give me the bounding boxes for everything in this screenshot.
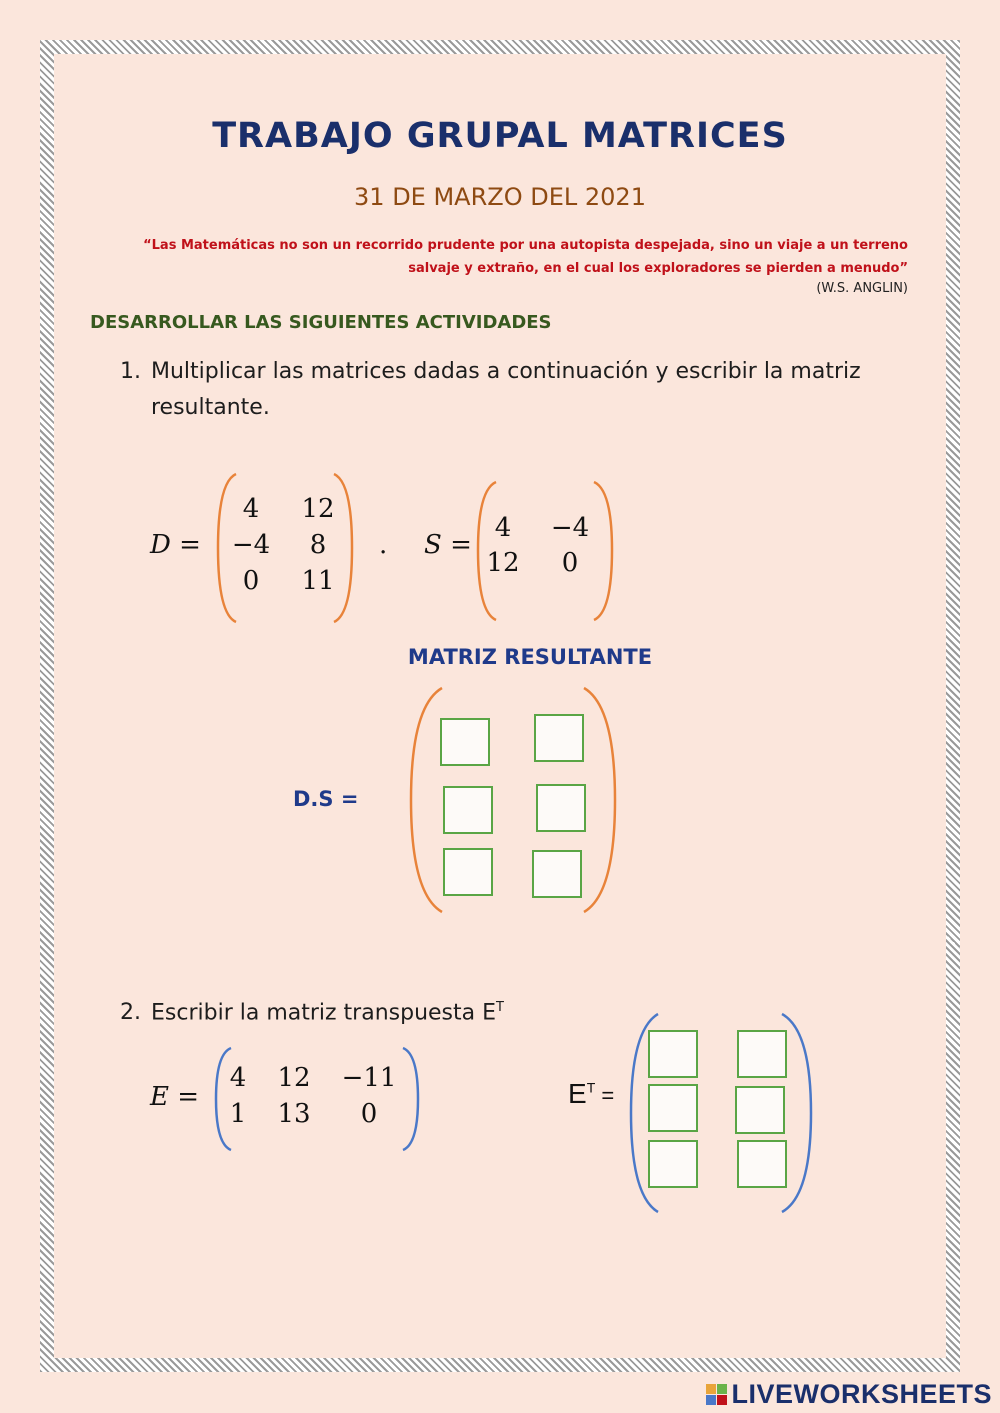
transpose-label-e: E xyxy=(568,1078,587,1109)
quote-author: (W.S. ANGLIN) xyxy=(816,281,908,296)
matrix-e-label: E = xyxy=(150,1082,200,1112)
answer-box-et-r3c1[interactable] xyxy=(648,1140,698,1188)
matrix-d-cell: 8 xyxy=(309,530,327,560)
answer-box-et-r1c1[interactable] xyxy=(648,1030,698,1078)
matrix-e-cell: 4 xyxy=(229,1063,247,1093)
answer-box-ds-r3c2[interactable] xyxy=(532,850,582,898)
worksheet-date: 31 DE MARZO DEL 2021 xyxy=(354,183,646,211)
transpose-label-eq: = xyxy=(595,1083,615,1108)
section-heading: DESARROLLAR LAS SIGUIENTES ACTIVIDADES xyxy=(90,312,552,333)
answer-box-ds-r3c1[interactable] xyxy=(443,848,493,896)
result-label: D.S = xyxy=(293,787,359,811)
matrix-e-cell: 12 xyxy=(277,1063,311,1093)
multiply-dot: . xyxy=(379,530,388,560)
answer-box-et-r3c2[interactable] xyxy=(737,1140,787,1188)
q2-text xyxy=(151,1000,504,1025)
quote xyxy=(128,234,908,280)
matrix-d-cell: 12 xyxy=(301,494,335,524)
matrix-d-cell: −4 xyxy=(231,530,271,560)
answer-box-et-r2c2[interactable] xyxy=(735,1086,785,1134)
matrix-s-cell: 4 xyxy=(494,513,512,543)
matrix-e-cell: −11 xyxy=(341,1063,397,1093)
answer-box-ds-r1c1[interactable] xyxy=(440,718,490,766)
matrix-d-cell: 11 xyxy=(301,566,335,596)
q1-text-line-2: resultante. xyxy=(151,395,270,420)
matrix-d-cell: 0 xyxy=(242,566,260,596)
liveworksheets-logo xyxy=(706,1379,992,1410)
matrix-e-cell: 0 xyxy=(360,1099,378,1129)
q2-text-sup: T xyxy=(496,1000,504,1015)
matrix-s-cell: 0 xyxy=(561,548,579,578)
transpose-label xyxy=(568,1078,614,1110)
q1-text-line-1: Multiplicar las matrices dadas a continuación y escribir la matriz xyxy=(151,359,861,384)
matrix-d-label: D = xyxy=(150,530,201,560)
matrix-s-cell: 12 xyxy=(486,548,520,578)
matrix-s-cell: −4 xyxy=(550,513,590,543)
q1-number: 1. xyxy=(120,359,141,384)
answer-box-et-r2c1[interactable] xyxy=(648,1084,698,1132)
answer-box-ds-r1c2[interactable] xyxy=(534,714,584,762)
answer-box-ds-r2c2[interactable] xyxy=(536,784,586,832)
quote-line-2: salvaje y extraño, en el cual los exploradores se pierden a menudo” xyxy=(408,261,908,276)
matrix-e-cell: 1 xyxy=(229,1099,247,1129)
worksheet-title: TRABAJO GRUPAL MATRICES xyxy=(212,116,788,156)
q2-text-main: Escribir la matriz transpuesta E xyxy=(151,1000,497,1026)
liveworksheets-logo-icon xyxy=(706,1384,727,1405)
quote-line-1: “Las Matemáticas no son un recorrido prudente por una autopista despejada, sino un viaje a un terreno xyxy=(143,238,908,253)
answer-box-et-r1c2[interactable] xyxy=(737,1030,787,1078)
matrix-e-cell: 13 xyxy=(277,1099,311,1129)
q2-number: 2. xyxy=(120,1000,141,1025)
result-heading: MATRIZ RESULTANTE xyxy=(407,645,653,669)
matrix-d-cell: 4 xyxy=(242,494,260,524)
transpose-label-sup: T xyxy=(586,1079,596,1096)
answer-box-ds-r2c1[interactable] xyxy=(443,786,493,834)
liveworksheets-brand: LIVEWORKSHEETS xyxy=(731,1379,992,1409)
matrix-s-label: S = xyxy=(424,530,472,560)
